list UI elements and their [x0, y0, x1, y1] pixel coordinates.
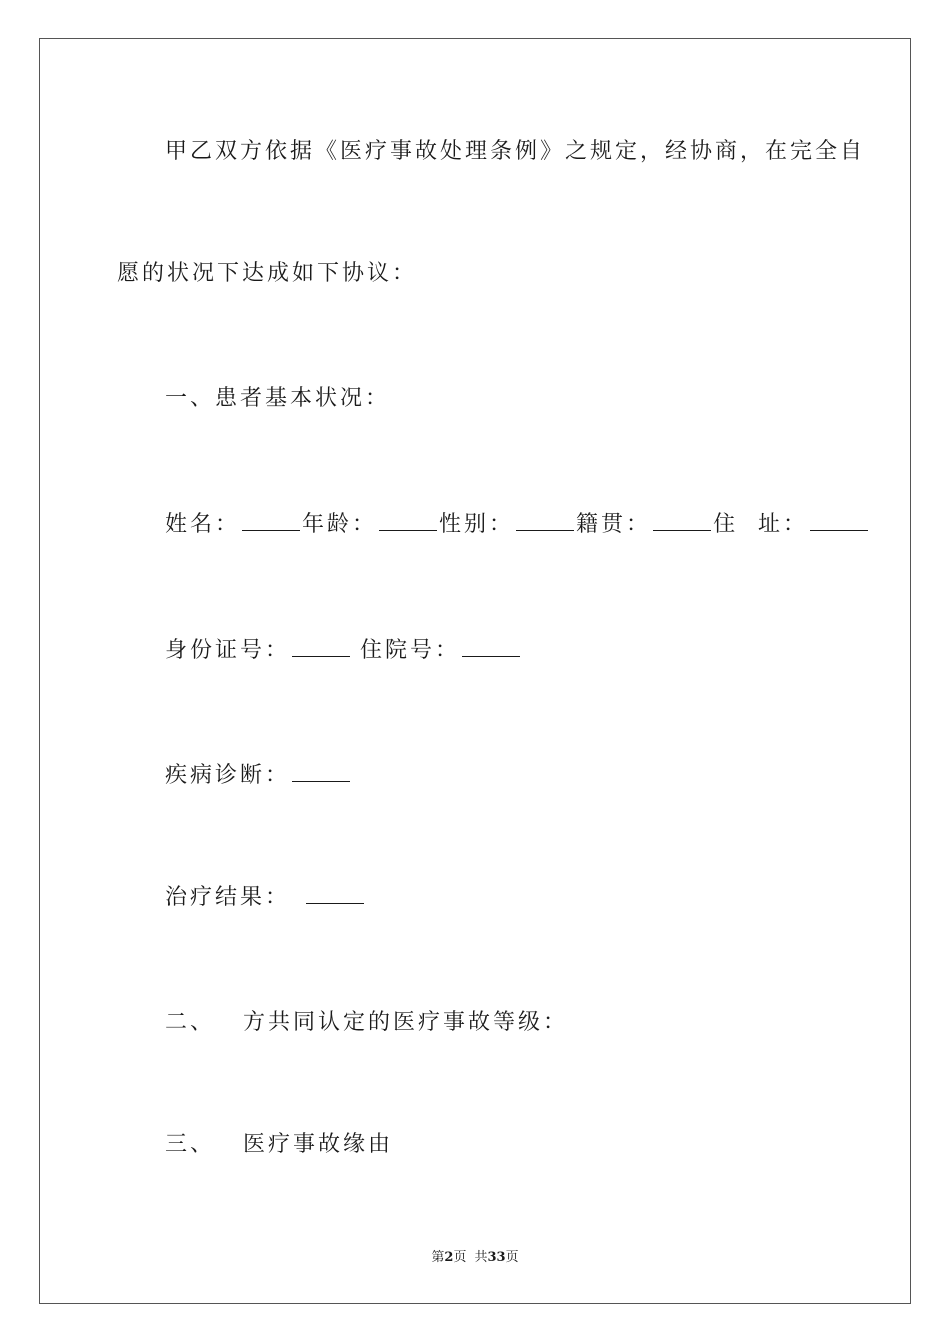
footer-total-pages: 33: [487, 1250, 506, 1265]
id-number-blank: [292, 634, 350, 657]
address-blank: [810, 508, 868, 531]
section-2-heading: [165, 1008, 568, 1038]
section-3-heading: [165, 1130, 393, 1160]
intro-line-2: 愿的状况下达成如下协议：: [117, 261, 418, 286]
result-row: [165, 881, 366, 913]
intro-line-1: 甲乙双方依据《医疗事故处理条例》之规定，经协商，在完全自: [165, 139, 866, 164]
native-place-label: 籍贯：: [576, 512, 652, 537]
gender-label: 性别：: [439, 512, 515, 537]
footer-total-prefix: 共: [474, 1250, 488, 1265]
footer-total-suffix: 页: [505, 1250, 519, 1265]
name-label: 姓名：: [165, 512, 241, 537]
gender-blank: [516, 508, 574, 531]
treatment-result-label: 治疗结果：: [165, 885, 291, 910]
page-footer: [0, 1246, 950, 1265]
treatment-result-blank: [306, 881, 364, 904]
footer-page-suffix: 页: [453, 1250, 467, 1265]
native-place-blank: [653, 508, 711, 531]
id-number-label: 身份证号：: [165, 638, 291, 663]
section-3-title: 医疗事故缘由: [243, 1132, 394, 1157]
footer-page-number: 2: [444, 1250, 454, 1265]
admission-number-label: 住院号：: [360, 638, 461, 663]
section-3-number: 三、: [165, 1132, 216, 1157]
admission-number-blank: [462, 634, 520, 657]
age-blank: [379, 508, 437, 531]
id-row: [165, 634, 522, 666]
section-1-heading: 一、患者基本状况：: [165, 386, 391, 411]
name-blank: [242, 508, 300, 531]
diagnosis-row: [165, 759, 352, 791]
address-label: 住 址：: [713, 512, 809, 537]
age-label: 年龄：: [302, 512, 378, 537]
footer-page-prefix: 第: [431, 1250, 445, 1265]
diagnosis-blank: [292, 759, 350, 782]
page-border: [39, 38, 911, 1304]
section-2-title: 方共同认定的医疗事故等级：: [243, 1010, 569, 1035]
section-2-number: 二、: [165, 1010, 216, 1035]
diagnosis-label: 疾病诊断：: [165, 763, 291, 788]
patient-info-row: [165, 508, 870, 540]
